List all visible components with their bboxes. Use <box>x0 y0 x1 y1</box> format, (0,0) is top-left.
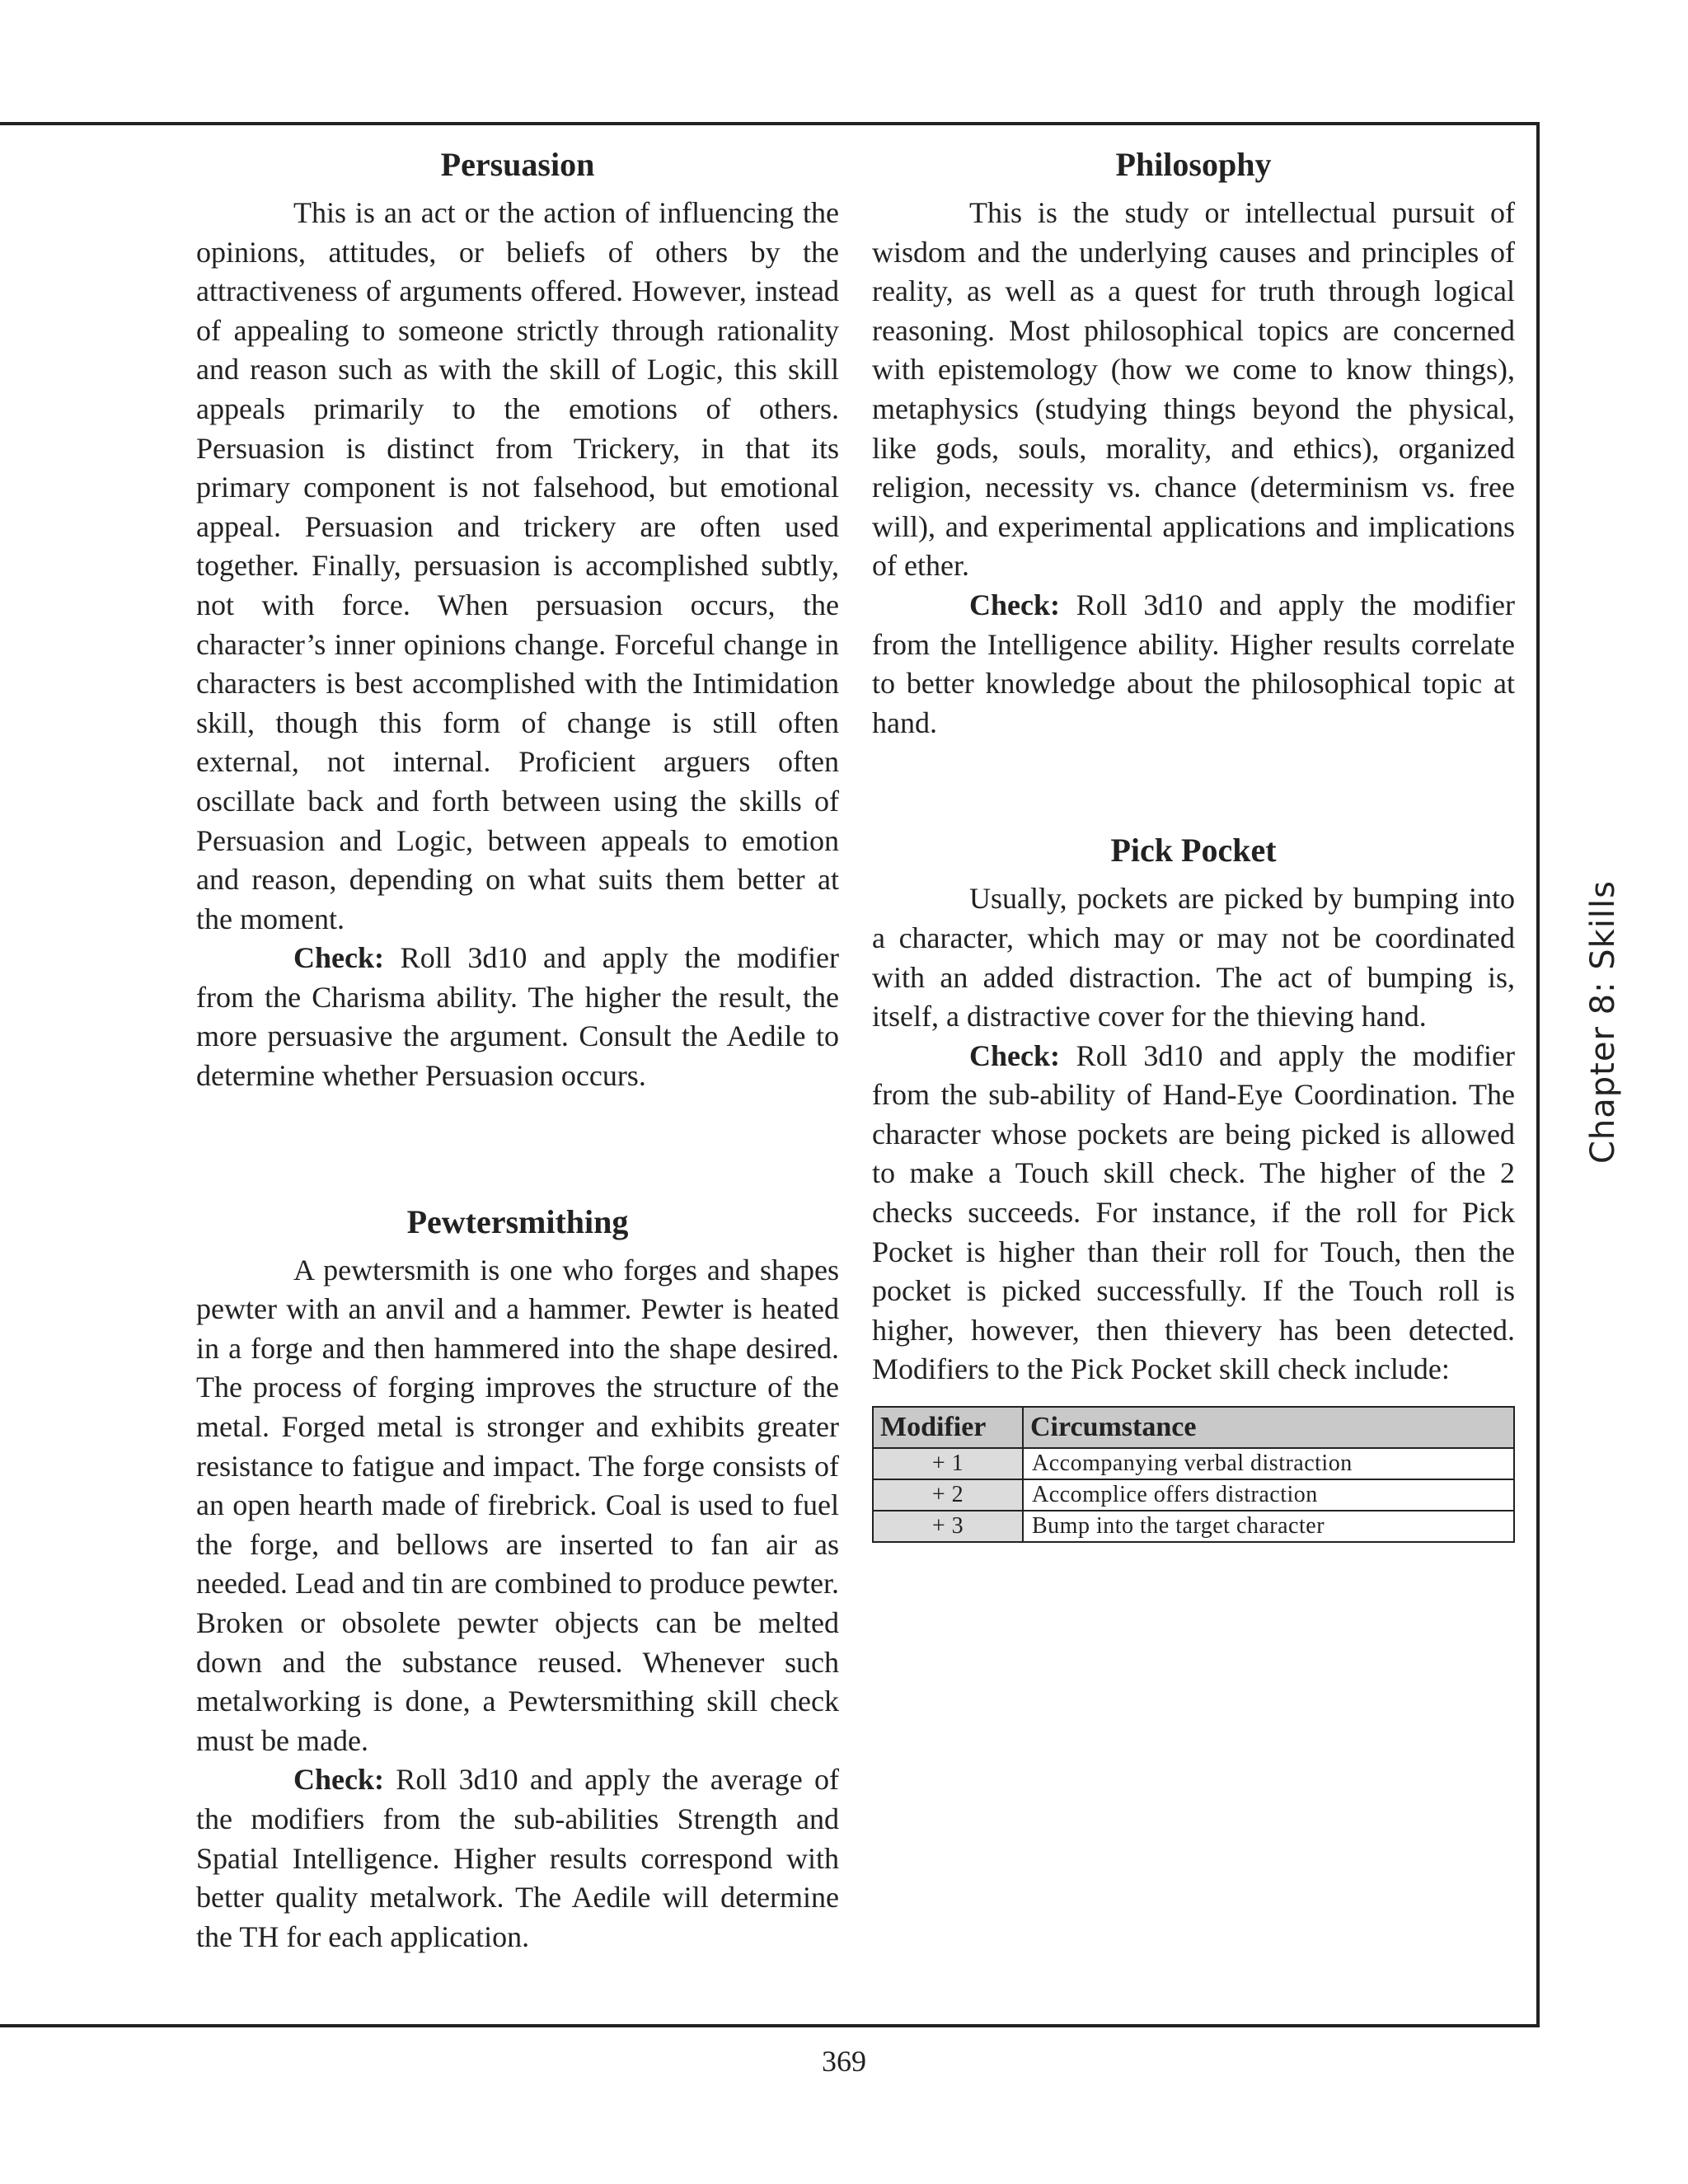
table-row <box>873 1448 1514 1479</box>
persuasion-heading: Persuasion <box>440 146 595 183</box>
philosophy-heading: Philosophy <box>1115 146 1272 183</box>
page-number: 369 <box>822 2045 866 2078</box>
circumstance-cell: Accomplice offers distraction <box>1023 1479 1514 1511</box>
pick-pocket-body: Usually, pockets are picked by bumping into a character, which may or may not be coordinated with an added distraction. The act of bumping is, itself, a distractive cover for the thieving hand. <box>872 882 1515 1033</box>
circumstance-cell: Bump into the target character <box>1023 1511 1514 1542</box>
persuasion-check-label: Check: <box>293 941 384 975</box>
table-header-row <box>873 1407 1514 1448</box>
pick-pocket-heading: Pick Pocket <box>1110 832 1277 869</box>
philosophy-section <box>872 136 1515 743</box>
pewtersmithing-heading: Pewtersmithing <box>406 1202 629 1240</box>
modifier-column-header: Modifier <box>873 1407 1023 1448</box>
circumstance-column-header: Circumstance <box>1023 1407 1514 1448</box>
modifier-cell: + 3 <box>873 1511 1023 1542</box>
pick-pocket-check-text: Roll 3d10 and apply the modifier from the sub-ability of Hand-Eye Coordination. The character whose pockets are being picked is allowed to make a Touch skill check. The higher of the 2 checks succeeds. For instance, if the roll for Pick Pocket is higher than their roll for Touch, then the pocket is picked successfully. If the Touch roll is higher, however, then thievery has been detected. Modifiers to the Pick Pocket skill check include: <box>872 1038 1515 1386</box>
modifier-cell: + 1 <box>873 1448 1023 1479</box>
persuasion-check-text: Roll 3d10 and apply the modifier from the Charisma ability. The higher the result, the more persuasive the argument. Consult the Aedile to determine whether Persuasion occurs. <box>196 941 839 1093</box>
pewtersmithing-check-label: Check: <box>293 1763 384 1797</box>
table-row <box>873 1479 1514 1511</box>
pewtersmithing-section <box>196 1193 839 1957</box>
pick-pocket-section <box>872 822 1515 1543</box>
page-frame-right-rule <box>1536 122 1540 2027</box>
page-frame-bottom-rule <box>0 2024 1540 2027</box>
pick-pocket-check-label: Check: <box>969 1038 1060 1072</box>
philosophy-check-label: Check: <box>969 588 1060 621</box>
pewtersmithing-check-text: Roll 3d10 and apply the average of the modifiers from the sub-abilities Strength and Spatial Intelligence. Higher results correspond with better quality metalwork. The Aedile will determine the TH for each application. <box>196 1763 839 1953</box>
page-frame-top-rule <box>0 122 1540 125</box>
persuasion-check <box>196 939 839 1095</box>
modifier-cell: + 2 <box>873 1479 1023 1511</box>
philosophy-check <box>872 586 1515 743</box>
table-row <box>873 1511 1514 1542</box>
left-column <box>196 136 839 1957</box>
section-spacer <box>196 1096 839 1193</box>
philosophy-check-text: Roll 3d10 and apply the modifier from the Intelligence ability. Higher results correlate to better knowledge about the philosophical topic at hand. <box>872 588 1515 739</box>
pick-pocket-modifier-table <box>872 1406 1515 1543</box>
persuasion-body: This is an act or the action of influencing the opinions, attitudes, or beliefs of others by the attractiveness of arguments offered. However, instead of appealing to someone strictly through rationality and reason such as with the skill of Logic, this skill appeals primarily to the emotions of others. Persuasion is distinct from Trickery, in that its primary component is not falsehood, but emotional appeal. Persuasion and trickery are often used together. Finally, persuasion is accomplished subtly, not with force. When persuasion occurs, the character’s inner opinions change. Forceful change in characters is best accomplished with the Intimidation skill, though this form of change is still often external, not internal. Proficient arguers often oscillate back and forth between using the skills of Persuasion and Logic, between appeals to emotion and reason, depending on what suits them better at the moment. <box>196 196 839 935</box>
chapter-tab-label: Chapter 8: Skills <box>1584 879 1622 1165</box>
pewtersmithing-check <box>196 1760 839 1957</box>
pick-pocket-check <box>872 1037 1515 1390</box>
section-spacer <box>872 743 1515 822</box>
pewtersmithing-body: A pewtersmith is one who forges and shapes pewter with an anvil and a hammer. Pewter is heated in a forge and then hammered into the shape desired. The process of forging improves the structure of the metal. Forged metal is stronger and exhibits greater resistance to fatigue and impact. The forge consists of an open hearth made of firebrick. Coal is used to fuel the forge, and bellows are inserted to fan air as needed. Lead and tin are combined to produce pewter. Broken or obsolete pewter objects can be melted down and the substance reused. Whenever such metalworking is done, a Pewtersmithing skill check must be made. <box>196 1253 839 1757</box>
persuasion-section <box>196 136 839 1096</box>
circumstance-cell: Accompanying verbal distraction <box>1023 1448 1514 1479</box>
philosophy-body: This is the study or intellectual pursuit of wisdom and the underlying causes and principles of reality, as well as a quest for truth through logical reasoning. Most philosophical topics are concerned with epistemology (how we come to know things), metaphysics (studying things beyond the physical, like gods, souls, morality, and ethics), organized religion, necessity vs. chance (determinism vs. free will), and experimental applications and implications of ether. <box>872 196 1515 583</box>
right-column <box>872 136 1515 1543</box>
